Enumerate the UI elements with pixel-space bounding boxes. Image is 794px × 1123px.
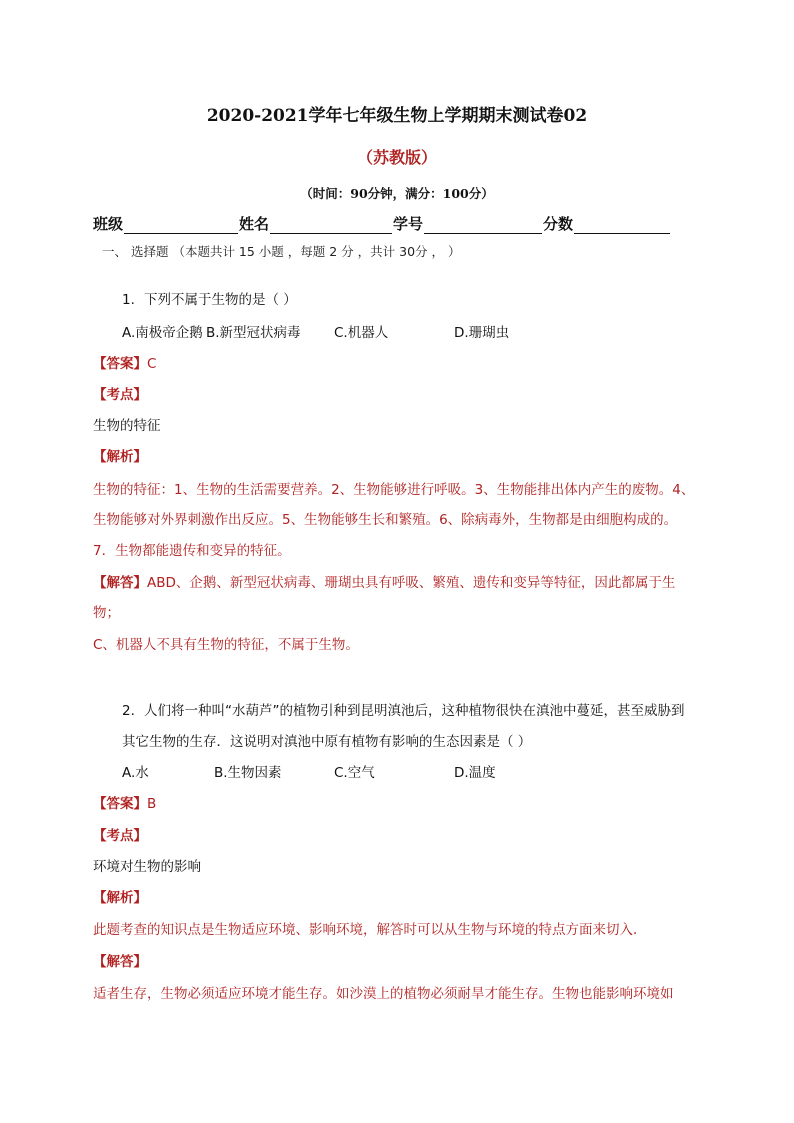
score-label: 分数 bbox=[543, 215, 574, 233]
solution-text: ABD、企鹅、新型冠状病毒、珊瑚虫具有呼吸、繁殖、遗传和变异等特征，因此都属于生 bbox=[147, 575, 676, 591]
exam-title: 2020-2021学年七年级生物上学期期末测试卷02 bbox=[206, 106, 588, 126]
name-label: 姓名 bbox=[239, 215, 270, 233]
analysis-label: 【解析】 bbox=[93, 890, 147, 906]
answer-value: B bbox=[147, 796, 157, 812]
option-d[interactable]: D.珊瑚虫 bbox=[454, 325, 510, 341]
id-label: 学号 bbox=[393, 215, 424, 233]
score-blank[interactable] bbox=[574, 217, 670, 234]
class-blank[interactable] bbox=[124, 217, 238, 234]
question-2-options bbox=[122, 763, 496, 783]
answer-line bbox=[93, 354, 156, 374]
solution-line: 适者生存，生物必须适应环境才能生存。如沙漠上的植物必须耐旱才能生存。生物也能影响环境如 bbox=[93, 986, 674, 1002]
option-b[interactable]: B.生物因素 bbox=[214, 765, 282, 781]
analysis-line: 生物能够对外界刺激作出反应。5、生物能够生长和繁殖。6、除病毒外，生物都是由细胞构成的。 bbox=[93, 512, 678, 528]
answer-label: 【答案】 bbox=[93, 356, 147, 372]
class-label: 班级 bbox=[93, 215, 124, 233]
option-c[interactable]: C.空气 bbox=[334, 765, 375, 781]
section-heading: 一、 选择题 （本题共计 15 小题 ，每题 2 分 ，共计 30分 ， ） bbox=[102, 244, 461, 259]
analysis-label: 【解析】 bbox=[93, 449, 147, 465]
solution-line: 物； bbox=[93, 605, 120, 621]
option-a[interactable]: A.水 bbox=[122, 765, 149, 781]
question-2-stem bbox=[122, 701, 685, 721]
question-text: 人们将一种叫“水葫芦”的植物引种到昆明滇池后，这种植物很快在滇池中蔓延，甚至威胁到 bbox=[144, 703, 685, 719]
topic-text: 生物的特征 bbox=[93, 418, 161, 434]
solution-label: 【解答】 bbox=[93, 954, 147, 970]
question-1-options bbox=[122, 323, 509, 343]
solution-line: C、机器人不具有生物的特征，不属于生物。 bbox=[93, 637, 359, 653]
solution-label: 【解答】 bbox=[93, 575, 147, 591]
topic-label: 【考点】 bbox=[93, 828, 147, 844]
question-1-stem bbox=[122, 290, 297, 310]
answer-line bbox=[93, 794, 156, 814]
solution-line bbox=[93, 573, 675, 593]
analysis-line: 此题考查的知识点是生物适应环境、影响环境，解答时可以从生物与环境的特点方面来切入． bbox=[93, 922, 647, 938]
analysis-line: 7．生物都能遗传和变异的特征。 bbox=[93, 543, 291, 559]
student-info-row bbox=[93, 214, 671, 234]
answer-label: 【答案】 bbox=[93, 796, 147, 812]
exam-time-score: （时间：90分钟，满分：100分） bbox=[300, 186, 494, 201]
option-c[interactable]: C.机器人 bbox=[334, 325, 389, 341]
answer-value: C bbox=[147, 356, 157, 372]
question-number: 1. bbox=[122, 292, 135, 308]
topic-label: 【考点】 bbox=[93, 387, 147, 403]
option-b[interactable]: B.新型冠状病毒 bbox=[206, 325, 301, 341]
question-text: 下列不属于生物的是（ ） bbox=[144, 292, 297, 308]
name-blank[interactable] bbox=[270, 217, 392, 234]
option-a[interactable]: A.南极帝企鹅 bbox=[122, 325, 203, 341]
topic-text: 环境对生物的影响 bbox=[93, 859, 201, 875]
question-number: 2. bbox=[122, 703, 135, 719]
option-d[interactable]: D.温度 bbox=[454, 765, 496, 781]
question-2-stem-cont: 其它生物的生存．这说明对滇池中原有植物有影响的生态因素是（ ） bbox=[122, 734, 532, 750]
edition-subtitle: （苏教版） bbox=[356, 148, 437, 167]
id-blank[interactable] bbox=[424, 217, 542, 234]
analysis-line: 生物的特征：1、生物的生活需要营养。2、生物能够进行呼吸。3、生物能排出体内产生的废物。4、 bbox=[93, 482, 695, 498]
